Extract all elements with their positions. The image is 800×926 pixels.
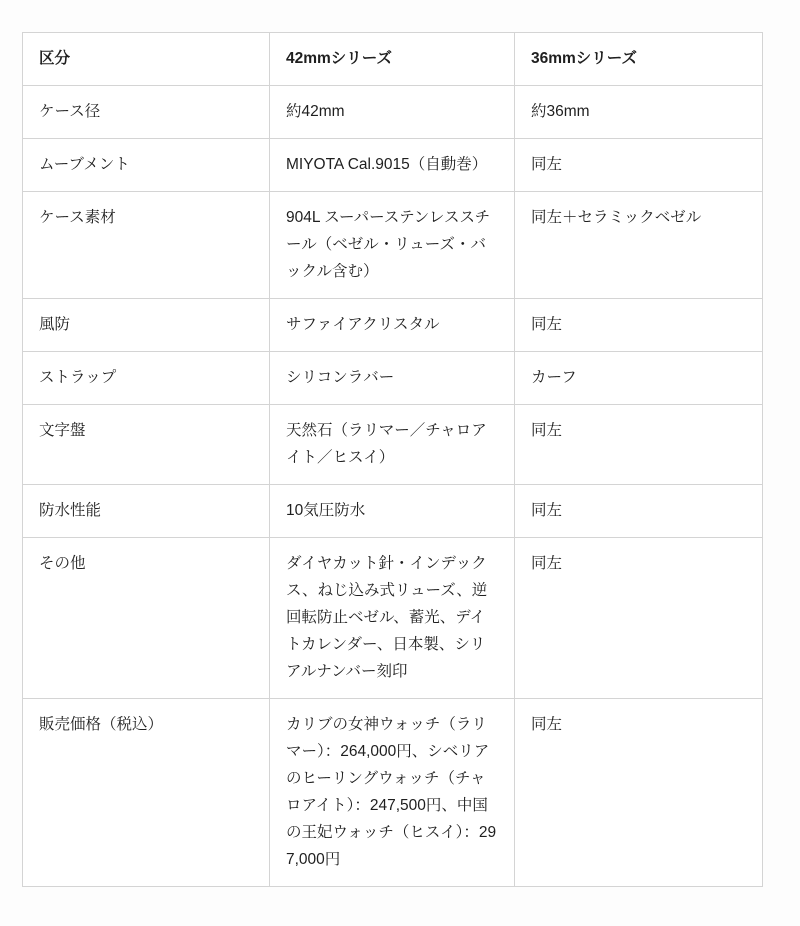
header-cell-category: 区分	[23, 33, 270, 86]
header-cell-42mm-series: 42mmシリーズ	[270, 33, 515, 86]
cell-36mm-value: 同左	[515, 538, 763, 699]
table-row	[23, 299, 763, 352]
cell-category: 文字盤	[23, 405, 270, 485]
header-row	[23, 33, 763, 86]
table-row	[23, 485, 763, 538]
table-row	[23, 699, 763, 887]
table-row	[23, 192, 763, 299]
cell-36mm-value: 同左	[515, 485, 763, 538]
cell-category: ケース径	[23, 86, 270, 139]
header-cell-36mm-series: 36mmシリーズ	[515, 33, 763, 86]
table-row	[23, 405, 763, 485]
watch-spec-table	[22, 32, 763, 887]
cell-36mm-value: 同左	[515, 405, 763, 485]
cell-36mm-value: カーフ	[515, 352, 763, 405]
cell-36mm-value: 約36mm	[515, 86, 763, 139]
cell-42mm-value: サファイアクリスタル	[270, 299, 515, 352]
cell-category: ケース素材	[23, 192, 270, 299]
cell-42mm-value: 天然石（ラリマー／チャロアイト／ヒスイ）	[270, 405, 515, 485]
cell-36mm-value: 同左＋セラミックベゼル	[515, 192, 763, 299]
cell-category: 防水性能	[23, 485, 270, 538]
cell-category: ストラップ	[23, 352, 270, 405]
table-row	[23, 538, 763, 699]
cell-36mm-value: 同左	[515, 699, 763, 887]
cell-42mm-value: ダイヤカット針・インデックス、ねじ込み式リューズ、逆回転防止ベゼル、蓄光、デイトカレンダー、日本製、シリアルナンバー刻印	[270, 538, 515, 699]
cell-42mm-value: 904L スーパーステンレススチール（ベゼル・リューズ・バックル含む）	[270, 192, 515, 299]
cell-42mm-value: シリコンラバー	[270, 352, 515, 405]
table-row	[23, 86, 763, 139]
cell-category: ムーブメント	[23, 139, 270, 192]
cell-42mm-value: 10気圧防水	[270, 485, 515, 538]
cell-42mm-value: 約42mm	[270, 86, 515, 139]
cell-42mm-value: MIYOTA Cal.9015（自動巻）	[270, 139, 515, 192]
cell-36mm-value: 同左	[515, 139, 763, 192]
table-row	[23, 352, 763, 405]
cell-category: 販売価格（税込）	[23, 699, 270, 887]
cell-36mm-value: 同左	[515, 299, 763, 352]
table-row	[23, 139, 763, 192]
cell-category: 風防	[23, 299, 270, 352]
cell-category: その他	[23, 538, 270, 699]
cell-42mm-value: カリブの女神ウォッチ（ラリマー）：264,000円、シベリアのヒーリングウォッチ（チャロアイト）：247,500円、中国の王妃ウォッチ（ヒスイ）：297,000円	[270, 699, 515, 887]
